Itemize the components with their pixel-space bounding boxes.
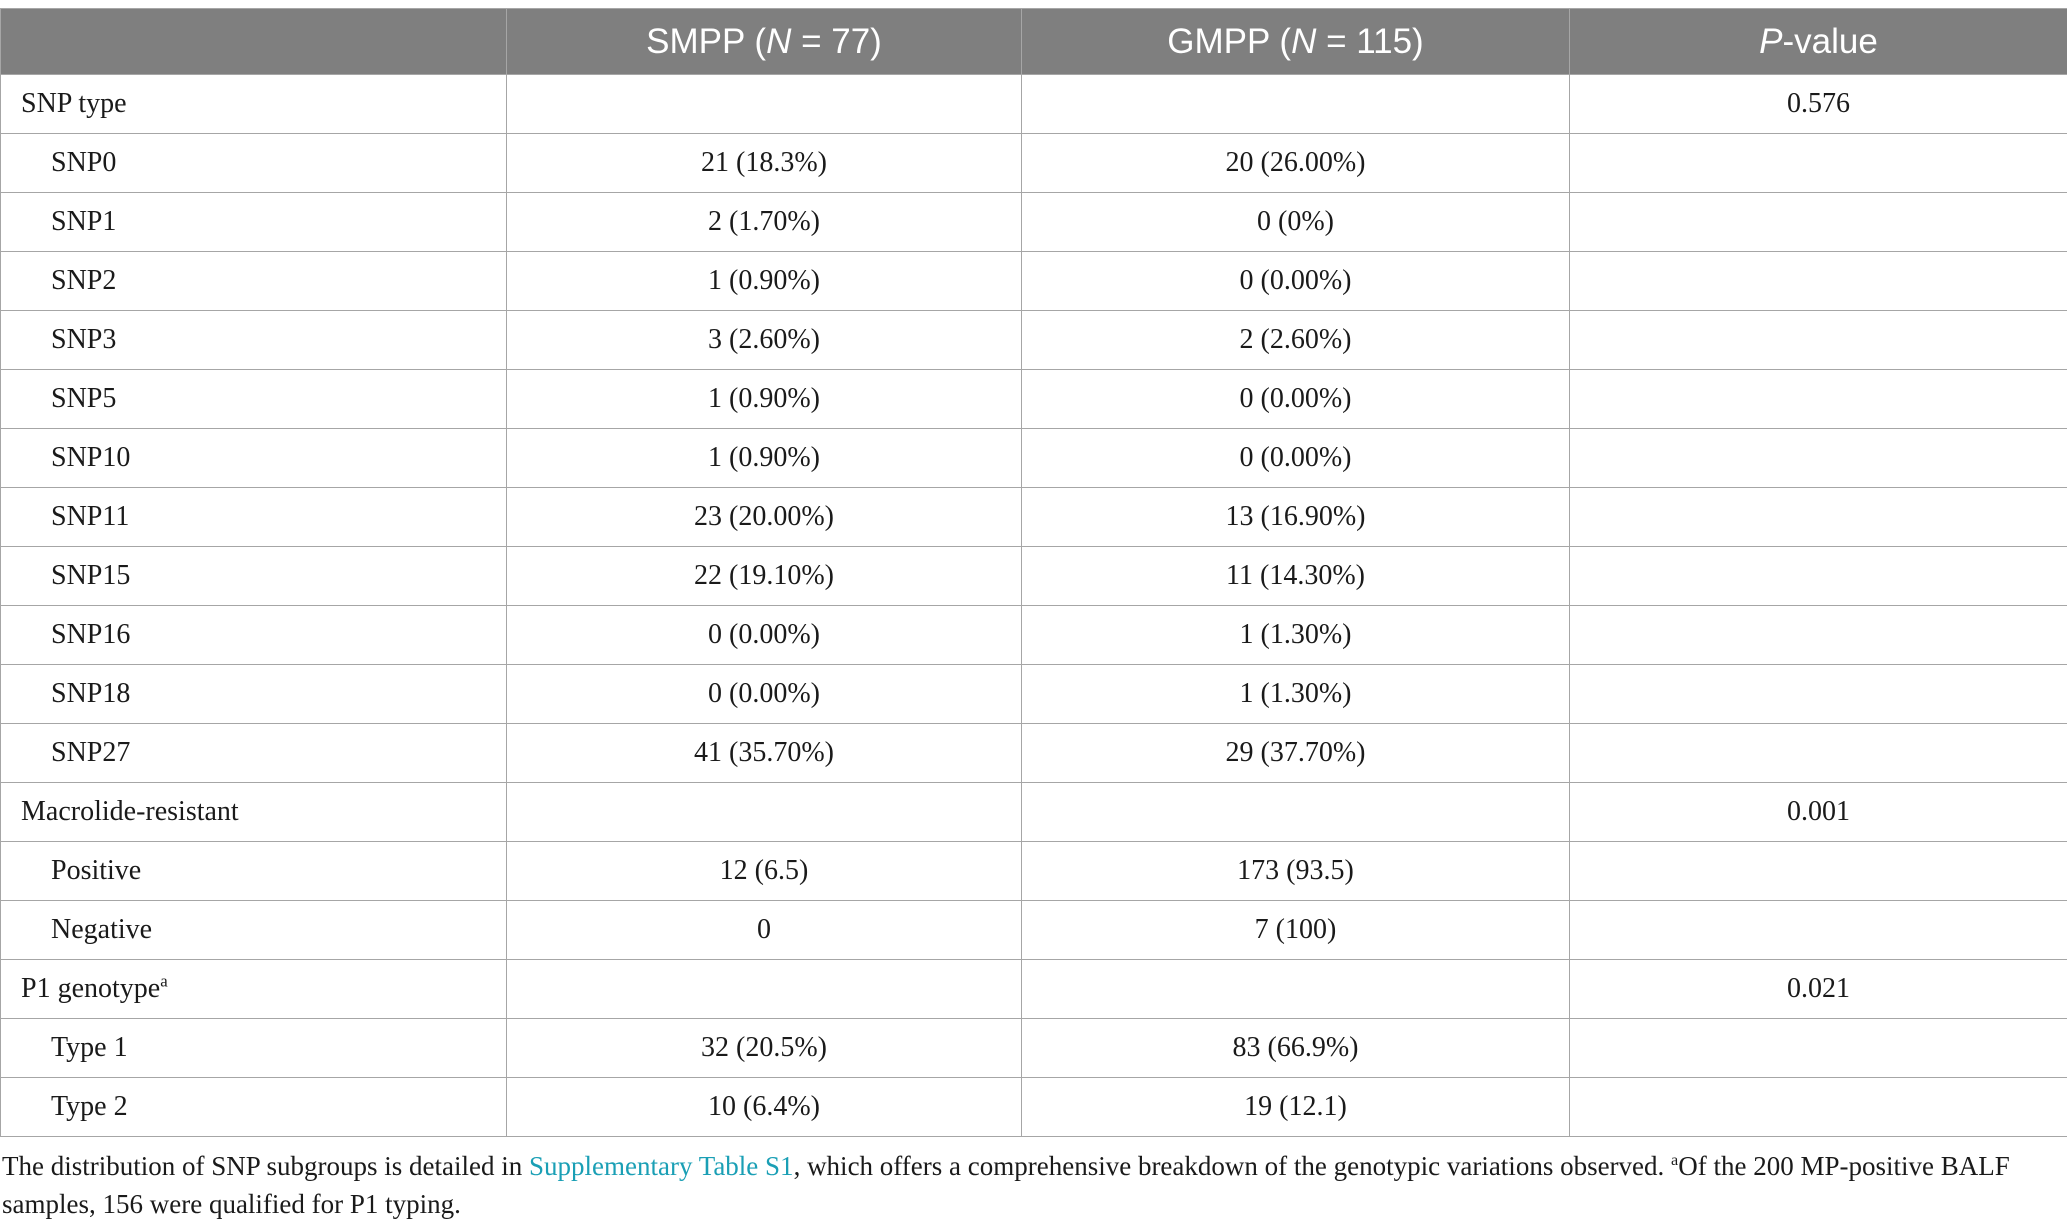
gmpp-cell: 83 (66.9%)	[1022, 1019, 1570, 1078]
row-label-cell	[1, 370, 507, 429]
smpp-cell: 21 (18.3%)	[507, 134, 1022, 193]
p-value-cell	[1570, 193, 2067, 252]
header-p-value: P-value	[1570, 9, 2067, 75]
smpp-cell	[507, 75, 1022, 134]
row-label-cell	[1, 960, 507, 1019]
gmpp-cell	[1022, 75, 1570, 134]
table-row	[1, 724, 2067, 783]
row-label-cell	[1, 783, 507, 842]
p-value-cell	[1570, 901, 2067, 960]
row-label-cell	[1, 1019, 507, 1078]
row-label-cell	[1, 547, 507, 606]
p-value-cell: 0.001	[1570, 783, 2067, 842]
row-label: SNP11	[51, 501, 130, 532]
smpp-cell: 12 (6.5)	[507, 842, 1022, 901]
gmpp-cell: 29 (37.70%)	[1022, 724, 1570, 783]
table-row	[1, 193, 2067, 252]
table-row	[1, 842, 2067, 901]
smpp-cell: 1 (0.90%)	[507, 370, 1022, 429]
results-table	[0, 8, 2067, 1137]
smpp-cell: 1 (0.90%)	[507, 429, 1022, 488]
table-row	[1, 547, 2067, 606]
row-label-cell	[1, 606, 507, 665]
table-row	[1, 488, 2067, 547]
p-value-cell	[1570, 134, 2067, 193]
smpp-cell: 22 (19.10%)	[507, 547, 1022, 606]
gmpp-cell: 1 (1.30%)	[1022, 606, 1570, 665]
row-label: Positive	[51, 855, 142, 886]
row-label-cell	[1, 134, 507, 193]
gmpp-cell: 11 (14.30%)	[1022, 547, 1570, 606]
table-row	[1, 252, 2067, 311]
supplementary-table-link[interactable]: Supplementary Table S1	[528, 1151, 794, 1181]
row-label: Negative	[51, 914, 153, 945]
row-label: SNP2	[51, 265, 117, 296]
table-row	[1, 75, 2067, 134]
header-row	[1, 9, 2067, 75]
header-blank	[1, 9, 507, 75]
row-label: Type 1	[51, 1032, 128, 1063]
gmpp-cell: 13 (16.90%)	[1022, 488, 1570, 547]
gmpp-cell: 19 (12.1)	[1022, 1078, 1570, 1137]
p-value-cell	[1570, 1078, 2067, 1137]
table-row	[1, 311, 2067, 370]
header-smpp: SMPP (N = 77)	[507, 9, 1022, 75]
p-value-cell	[1570, 429, 2067, 488]
gmpp-cell: 0 (0.00%)	[1022, 370, 1570, 429]
header-gmpp: GMPP (N = 115)	[1022, 9, 1570, 75]
gmpp-cell: 0 (0%)	[1022, 193, 1570, 252]
row-label-cell	[1, 429, 507, 488]
gmpp-cell: 173 (93.5)	[1022, 842, 1570, 901]
gmpp-cell: 0 (0.00%)	[1022, 429, 1570, 488]
smpp-cell: 0 (0.00%)	[507, 606, 1022, 665]
p-value-cell	[1570, 370, 2067, 429]
footnote-suffix: Of the 200 MP-positive BALF samples, 156 were qualified for P1 typing.	[2, 1151, 2010, 1219]
row-label: SNP16	[51, 619, 131, 650]
footnote-marker: a	[1671, 1151, 1679, 1169]
table-row	[1, 370, 2067, 429]
smpp-cell	[507, 960, 1022, 1019]
p-value-cell	[1570, 311, 2067, 370]
smpp-cell: 1 (0.90%)	[507, 252, 1022, 311]
row-label-footnote-marker: a	[160, 971, 168, 991]
gmpp-cell: 7 (100)	[1022, 901, 1570, 960]
row-label: SNP10	[51, 442, 131, 473]
p-value-cell	[1570, 1019, 2067, 1078]
row-label-cell	[1, 311, 507, 370]
row-label-cell	[1, 252, 507, 311]
row-label-cell	[1, 842, 507, 901]
smpp-cell: 0 (0.00%)	[507, 665, 1022, 724]
row-label: SNP15	[51, 560, 131, 591]
table-row	[1, 665, 2067, 724]
p-value-cell	[1570, 724, 2067, 783]
table-row	[1, 1019, 2067, 1078]
row-label-cell	[1, 1078, 507, 1137]
row-label: Type 2	[51, 1091, 128, 1122]
gmpp-cell	[1022, 960, 1570, 1019]
table-row	[1, 960, 2067, 1019]
gmpp-cell: 1 (1.30%)	[1022, 665, 1570, 724]
table-row	[1, 429, 2067, 488]
p-value-cell	[1570, 606, 2067, 665]
smpp-cell: 23 (20.00%)	[507, 488, 1022, 547]
gmpp-cell: 20 (26.00%)	[1022, 134, 1570, 193]
smpp-cell	[507, 783, 1022, 842]
row-label: SNP18	[51, 678, 131, 709]
p-value-cell: 0.576	[1570, 75, 2067, 134]
row-label: SNP1	[51, 206, 117, 237]
table-row	[1, 606, 2067, 665]
row-label-cell	[1, 901, 507, 960]
row-label: SNP type	[21, 88, 127, 119]
gmpp-cell	[1022, 783, 1570, 842]
row-label: SNP5	[51, 383, 117, 414]
row-label-cell	[1, 75, 507, 134]
smpp-cell: 10 (6.4%)	[507, 1078, 1022, 1137]
gmpp-cell: 0 (0.00%)	[1022, 252, 1570, 311]
row-label-cell	[1, 193, 507, 252]
table-row	[1, 901, 2067, 960]
p-value-cell	[1570, 547, 2067, 606]
smpp-cell: 2 (1.70%)	[507, 193, 1022, 252]
table-row	[1, 1078, 2067, 1137]
row-label-cell	[1, 665, 507, 724]
row-label-cell	[1, 724, 507, 783]
p-value-cell: 0.021	[1570, 960, 2067, 1019]
footnote-mid: , which offers a comprehensive breakdown of the genotypic variations observed.	[793, 1151, 1672, 1181]
p-value-cell	[1570, 665, 2067, 724]
smpp-cell: 32 (20.5%)	[507, 1019, 1022, 1078]
table-container	[0, 8, 2067, 1223]
row-label: Macrolide-resistant	[21, 796, 239, 827]
gmpp-cell: 2 (2.60%)	[1022, 311, 1570, 370]
table-row	[1, 134, 2067, 193]
row-label-cell	[1, 488, 507, 547]
table-body	[1, 75, 2067, 1137]
smpp-cell: 0	[507, 901, 1022, 960]
p-value-cell	[1570, 252, 2067, 311]
p-value-cell	[1570, 488, 2067, 547]
p-value-cell	[1570, 842, 2067, 901]
smpp-cell: 3 (2.60%)	[507, 311, 1022, 370]
table-row	[1, 783, 2067, 842]
row-label: SNP3	[51, 324, 117, 355]
row-label: SNP0	[51, 147, 117, 178]
smpp-cell: 41 (35.70%)	[507, 724, 1022, 783]
row-label: P1 genotype	[21, 973, 161, 1004]
row-label: SNP27	[51, 737, 131, 768]
table-footnote	[0, 1137, 2056, 1223]
footnote-prefix: The distribution of SNP subgroups is detailed in	[2, 1151, 529, 1181]
